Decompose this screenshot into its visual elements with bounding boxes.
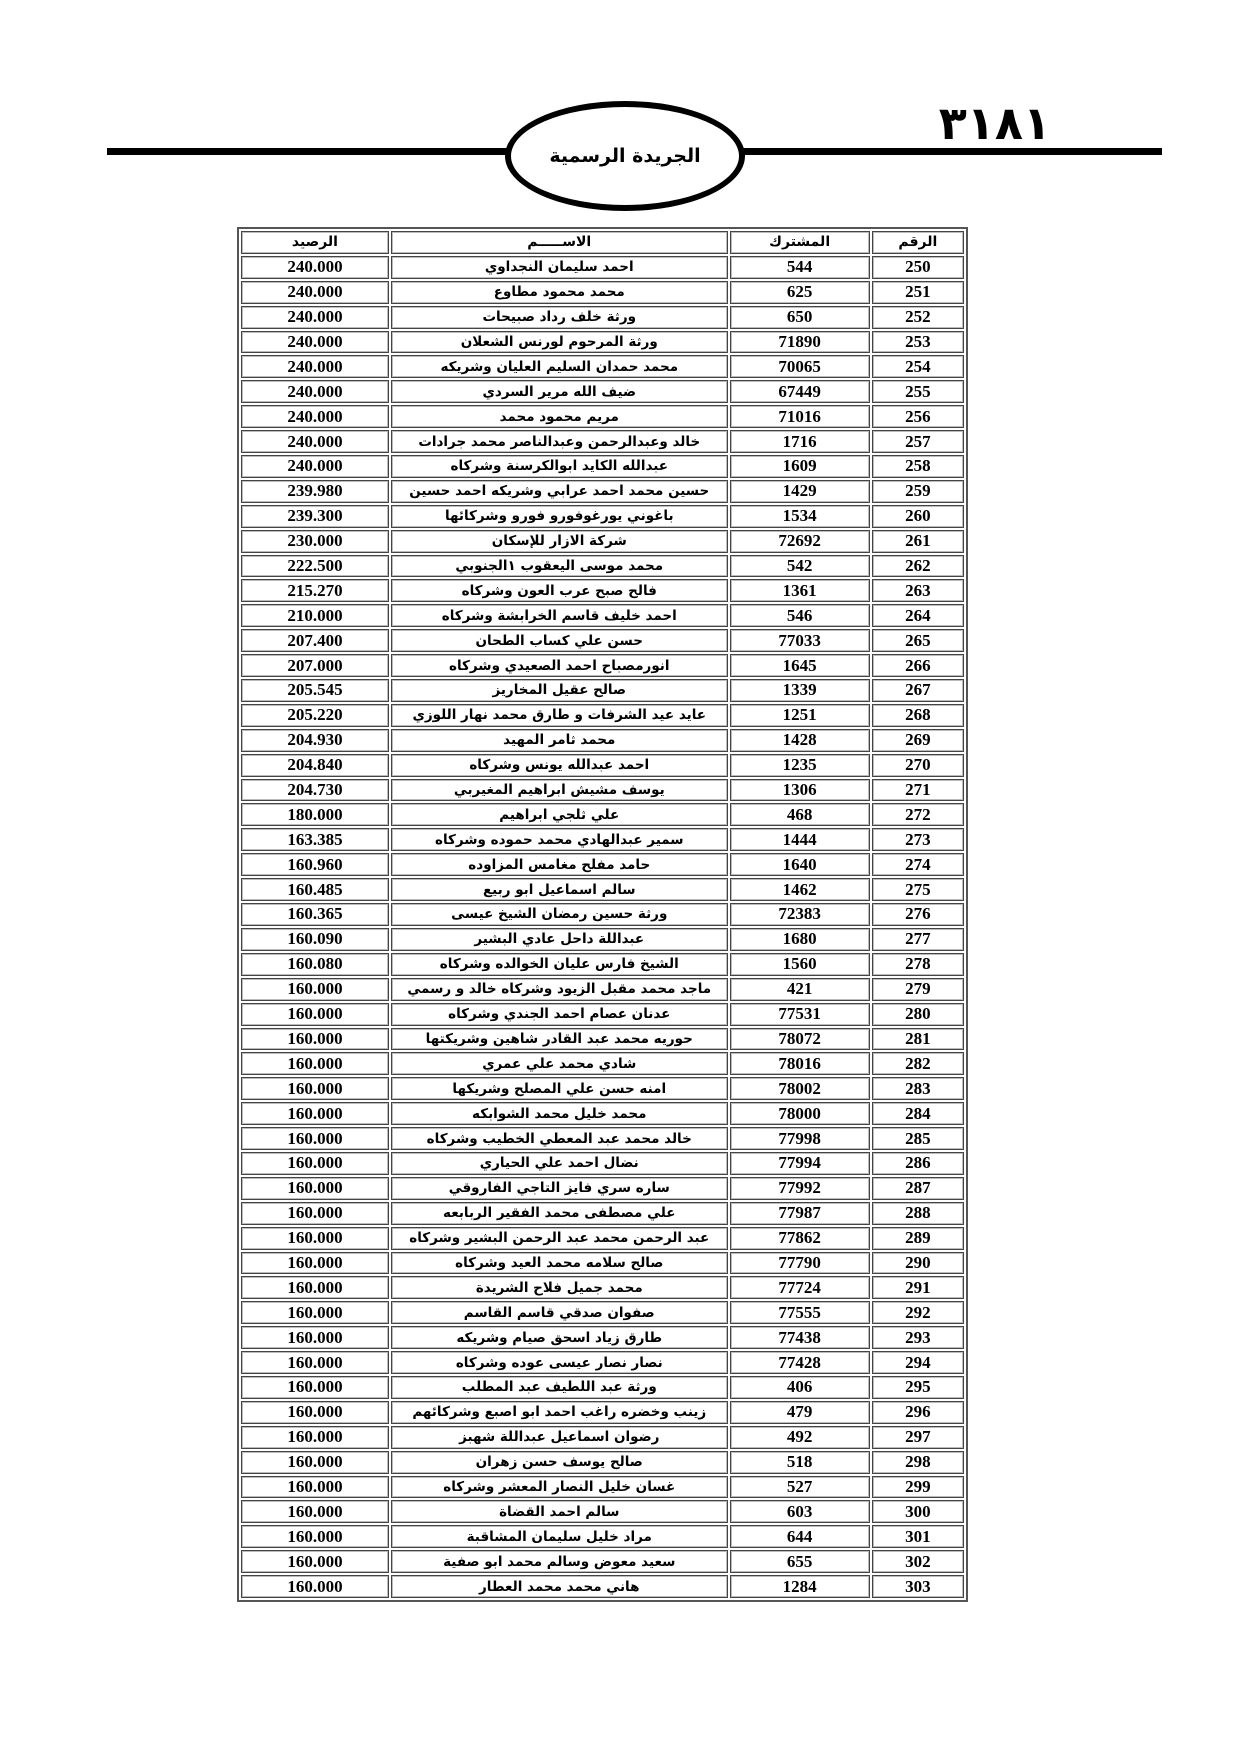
row-number: 269 — [872, 729, 964, 752]
balance: 160.000 — [241, 1177, 389, 1200]
row-number: 268 — [872, 704, 964, 727]
balance: 160.000 — [241, 1426, 389, 1449]
row-number: 277 — [872, 928, 964, 951]
table-row — [241, 1102, 964, 1125]
table-row — [241, 1351, 964, 1374]
row-number: 271 — [872, 779, 964, 802]
row-number: 284 — [872, 1102, 964, 1125]
gazette-title-ellipse — [505, 101, 745, 211]
subscriber-id: 1716 — [730, 430, 870, 453]
subscriber-name: حسين محمد احمد عرابي وشريكه احمد حسين — [391, 480, 728, 503]
table-row — [241, 1376, 964, 1399]
row-number: 295 — [872, 1376, 964, 1399]
subscriber-id: 1560 — [730, 953, 870, 976]
table-row — [241, 355, 964, 378]
subscriber-name: نصار نصار عيسى عوده وشركاه — [391, 1351, 728, 1374]
balance: 160.000 — [241, 1003, 389, 1026]
table-row — [241, 430, 964, 453]
row-number: 302 — [872, 1550, 964, 1573]
subscriber-id: 421 — [730, 978, 870, 1001]
subscriber-name: محمد موسى اليعقوب ١الجنوبي — [391, 555, 728, 578]
row-number: 265 — [872, 629, 964, 652]
table-row — [241, 853, 964, 876]
table-header-row — [241, 231, 964, 254]
table-row — [241, 1003, 964, 1026]
subscriber-id: 1428 — [730, 729, 870, 752]
row-number: 303 — [872, 1575, 964, 1598]
table-row — [241, 878, 964, 901]
subscriber-name: احمد سليمان النجداوي — [391, 256, 728, 279]
row-number: 286 — [872, 1152, 964, 1175]
table-row — [241, 729, 964, 752]
column-header-name: الاســـــم — [391, 231, 728, 254]
subscriber-id: 479 — [730, 1401, 870, 1424]
subscriber-name: حوريه محمد عبد القادر شاهين وشريكتها — [391, 1028, 728, 1051]
subscriber-name: امنه حسن علي المصلح وشريكها — [391, 1077, 728, 1100]
row-number: 281 — [872, 1028, 964, 1051]
row-number: 287 — [872, 1177, 964, 1200]
row-number: 300 — [872, 1500, 964, 1523]
row-number: 262 — [872, 555, 964, 578]
table-row — [241, 1451, 964, 1474]
table-row — [241, 1525, 964, 1548]
balance: 160.000 — [241, 1227, 389, 1250]
table-row — [241, 1202, 964, 1225]
subscriber-name: غسان خليل النصار المعشر وشركاه — [391, 1476, 728, 1499]
balance: 160.000 — [241, 1028, 389, 1051]
row-number: 285 — [872, 1127, 964, 1150]
balance: 207.400 — [241, 629, 389, 652]
balance: 207.000 — [241, 654, 389, 677]
subscriber-id: 650 — [730, 306, 870, 329]
subscriber-id: 77992 — [730, 1177, 870, 1200]
subscriber-id: 1361 — [730, 579, 870, 602]
table-row — [241, 1426, 964, 1449]
subscriber-id: 72383 — [730, 903, 870, 926]
subscriber-id: 625 — [730, 281, 870, 304]
subscriber-name: زينب وخضره راغب احمد ابو اصبع وشركائهم — [391, 1401, 728, 1424]
balance: 240.000 — [241, 256, 389, 279]
balance: 163.385 — [241, 828, 389, 851]
row-number: 282 — [872, 1052, 964, 1075]
table-row — [241, 1028, 964, 1051]
balance: 240.000 — [241, 355, 389, 378]
row-number: 253 — [872, 331, 964, 354]
balance: 160.000 — [241, 1376, 389, 1399]
table-row — [241, 306, 964, 329]
subscriber-id: 70065 — [730, 355, 870, 378]
subscriber-name: محمد محمود مطاوع — [391, 281, 728, 304]
subscriber-id: 544 — [730, 256, 870, 279]
subscriber-id: 78016 — [730, 1052, 870, 1075]
row-number: 283 — [872, 1077, 964, 1100]
subscriber-name: ورثة حسين رمضان الشيخ عيسى — [391, 903, 728, 926]
balance: 205.545 — [241, 679, 389, 702]
row-number: 289 — [872, 1227, 964, 1250]
subscriber-name: ورثة عبد اللطيف عبد المطلب — [391, 1376, 728, 1399]
balance: 204.840 — [241, 754, 389, 777]
subscriber-name: نضال احمد علي الحياري — [391, 1152, 728, 1175]
subscriber-name: علي مصطفى محمد الفقير الربابعه — [391, 1202, 728, 1225]
table-row — [241, 1152, 964, 1175]
table-row — [241, 1326, 964, 1349]
balance: 230.000 — [241, 530, 389, 553]
table-row — [241, 828, 964, 851]
row-number: 254 — [872, 355, 964, 378]
table-row — [241, 903, 964, 926]
subscriber-name: خالد وعبدالرحمن وعبدالناصر محمد جرادات — [391, 430, 728, 453]
balance: 222.500 — [241, 555, 389, 578]
subscriber-id: 1534 — [730, 505, 870, 528]
row-number: 294 — [872, 1351, 964, 1374]
balance: 160.000 — [241, 1575, 389, 1598]
row-number: 293 — [872, 1326, 964, 1349]
row-number: 301 — [872, 1525, 964, 1548]
subscriber-id: 1251 — [730, 704, 870, 727]
table-row — [241, 704, 964, 727]
table-row — [241, 1052, 964, 1075]
balance: 160.000 — [241, 1401, 389, 1424]
balance: 240.000 — [241, 430, 389, 453]
subscriber-name: ورثة خلف رداد صبيحات — [391, 306, 728, 329]
balance: 160.000 — [241, 1476, 389, 1499]
balance: 215.270 — [241, 579, 389, 602]
balance: 160.080 — [241, 953, 389, 976]
balance: 239.980 — [241, 480, 389, 503]
subscriber-id: 1645 — [730, 654, 870, 677]
subscriber-name: صالح يوسف حسن زهران — [391, 1451, 728, 1474]
subscriber-id: 603 — [730, 1500, 870, 1523]
row-number: 290 — [872, 1252, 964, 1275]
gazette-title: الجريدة الرسمية — [549, 145, 701, 167]
row-number: 266 — [872, 654, 964, 677]
subscriber-id: 78002 — [730, 1077, 870, 1100]
subscriber-id: 1640 — [730, 853, 870, 876]
row-number: 279 — [872, 978, 964, 1001]
row-number: 258 — [872, 455, 964, 478]
table-row — [241, 405, 964, 428]
subscriber-name: باغوني يورغوفورو فورو وشركائها — [391, 505, 728, 528]
balance: 160.090 — [241, 928, 389, 951]
subscriber-id: 78000 — [730, 1102, 870, 1125]
subscriber-id: 72692 — [730, 530, 870, 553]
subscriber-id: 67449 — [730, 380, 870, 403]
balance: 240.000 — [241, 455, 389, 478]
subscriber-id: 468 — [730, 803, 870, 826]
subscriber-name: شادي محمد علي عمري — [391, 1052, 728, 1075]
balance: 205.220 — [241, 704, 389, 727]
subscriber-id: 492 — [730, 1426, 870, 1449]
balance: 160.485 — [241, 878, 389, 901]
subscriber-id: 1429 — [730, 480, 870, 503]
balance: 239.300 — [241, 505, 389, 528]
table-row — [241, 505, 964, 528]
table-row — [241, 928, 964, 951]
table-row — [241, 978, 964, 1001]
subscriber-name: احمد عبدالله يونس وشركاه — [391, 754, 728, 777]
subscriber-id: 77438 — [730, 1326, 870, 1349]
balance: 160.000 — [241, 1451, 389, 1474]
table-row — [241, 455, 964, 478]
row-number: 296 — [872, 1401, 964, 1424]
table-row — [241, 1276, 964, 1299]
balance: 160.000 — [241, 1525, 389, 1548]
balance: 204.730 — [241, 779, 389, 802]
subscriber-id: 1306 — [730, 779, 870, 802]
balance: 160.000 — [241, 1550, 389, 1573]
row-number: 252 — [872, 306, 964, 329]
table-row — [241, 1575, 964, 1598]
subscriber-id: 77033 — [730, 629, 870, 652]
column-header-balance: الرصيد — [241, 231, 389, 254]
balance: 160.000 — [241, 1102, 389, 1125]
balance: 160.000 — [241, 1052, 389, 1075]
table-row — [241, 1550, 964, 1573]
table-row — [241, 779, 964, 802]
subscriber-id: 71016 — [730, 405, 870, 428]
subscriber-id: 1235 — [730, 754, 870, 777]
balance: 240.000 — [241, 306, 389, 329]
subscriber-id: 77994 — [730, 1152, 870, 1175]
subscriber-id: 546 — [730, 604, 870, 627]
subscriber-name: احمد خليف قاسم الخرابشة وشركاه — [391, 604, 728, 627]
subscriber-name: هاني محمد محمد العطار — [391, 1575, 728, 1598]
subscriber-name: ضيف الله مرير السردي — [391, 380, 728, 403]
subscriber-name: فالح صبح عرب العون وشركاه — [391, 579, 728, 602]
subscriber-id: 655 — [730, 1550, 870, 1573]
table-row — [241, 1476, 964, 1499]
row-number: 272 — [872, 803, 964, 826]
row-number: 273 — [872, 828, 964, 851]
table-body — [241, 256, 964, 1598]
balance: 160.000 — [241, 1127, 389, 1150]
balance: 160.000 — [241, 1326, 389, 1349]
subscriber-name: سعيد معوض وسالم محمد ابو صفية — [391, 1550, 728, 1573]
subscriber-name: محمد جميل فلاح الشريدة — [391, 1276, 728, 1299]
row-number: 251 — [872, 281, 964, 304]
balance: 160.000 — [241, 1351, 389, 1374]
balance: 160.960 — [241, 853, 389, 876]
subscribers-table — [237, 227, 968, 1602]
row-number: 274 — [872, 853, 964, 876]
subscriber-id: 542 — [730, 555, 870, 578]
subscriber-name: الشيخ فارس عليان الخوالده وشركاه — [391, 953, 728, 976]
subscriber-name: مراد خليل سليمان المشاقبة — [391, 1525, 728, 1548]
subscriber-id: 77987 — [730, 1202, 870, 1225]
balance: 160.000 — [241, 1301, 389, 1324]
page-number: ٣١٨١ — [938, 96, 1051, 150]
subscriber-id: 77998 — [730, 1127, 870, 1150]
table-row — [241, 1401, 964, 1424]
subscriber-id: 1609 — [730, 455, 870, 478]
subscriber-name: عبداللة داحل عادي البشير — [391, 928, 728, 951]
table-row — [241, 654, 964, 677]
row-number: 264 — [872, 604, 964, 627]
table-row — [241, 1227, 964, 1250]
balance: 160.365 — [241, 903, 389, 926]
row-number: 270 — [872, 754, 964, 777]
subscriber-name: سمير عبدالهادي محمد حموده وشركاه — [391, 828, 728, 851]
balance: 160.000 — [241, 1252, 389, 1275]
subscriber-id: 77555 — [730, 1301, 870, 1324]
subscriber-id: 78072 — [730, 1028, 870, 1051]
balance: 160.000 — [241, 978, 389, 1001]
table-row — [241, 579, 964, 602]
row-number: 263 — [872, 579, 964, 602]
table-row — [241, 480, 964, 503]
subscriber-id: 71890 — [730, 331, 870, 354]
row-number: 288 — [872, 1202, 964, 1225]
subscriber-name: انورمصباح احمد الصعيدي وشركاه — [391, 654, 728, 677]
subscriber-name: محمد ثامر المهيد — [391, 729, 728, 752]
table-row — [241, 530, 964, 553]
row-number: 259 — [872, 480, 964, 503]
row-number: 275 — [872, 878, 964, 901]
subscriber-name: ورثة المرحوم لورنس الشعلان — [391, 331, 728, 354]
table-row — [241, 679, 964, 702]
row-number: 297 — [872, 1426, 964, 1449]
table-row — [241, 1301, 964, 1324]
subscriber-name: عبدالله الكايد ابوالكرسنة وشركاه — [391, 455, 728, 478]
row-number: 260 — [872, 505, 964, 528]
subscriber-id: 77862 — [730, 1227, 870, 1250]
row-number: 255 — [872, 380, 964, 403]
subscriber-name: طارق زياد اسحق صيام وشريكه — [391, 1326, 728, 1349]
subscriber-name: صالح سلامه محمد العيد وشركاه — [391, 1252, 728, 1275]
subscriber-name: رضوان اسماعيل عبداللة شهبز — [391, 1426, 728, 1449]
balance: 240.000 — [241, 380, 389, 403]
subscriber-id: 1339 — [730, 679, 870, 702]
subscriber-id: 77724 — [730, 1276, 870, 1299]
table-row — [241, 1500, 964, 1523]
subscriber-name: صالح عقيل المخاريز — [391, 679, 728, 702]
subscriber-id: 406 — [730, 1376, 870, 1399]
subscriber-name: ماجد محمد مقبل الزيود وشركاه خالد و رسمي — [391, 978, 728, 1001]
balance: 240.000 — [241, 331, 389, 354]
row-number: 256 — [872, 405, 964, 428]
table-row — [241, 953, 964, 976]
balance: 160.000 — [241, 1500, 389, 1523]
subscriber-name: سالم اسماعيل ابو ربيع — [391, 878, 728, 901]
subscriber-id: 77790 — [730, 1252, 870, 1275]
balance: 160.000 — [241, 1202, 389, 1225]
table-row — [241, 555, 964, 578]
row-number: 291 — [872, 1276, 964, 1299]
table-row — [241, 1077, 964, 1100]
subscriber-id: 1462 — [730, 878, 870, 901]
subscriber-name: ساره سري فايز التاجي الفاروقي — [391, 1177, 728, 1200]
subscriber-name: حامد مفلح مغامس المزاوده — [391, 853, 728, 876]
subscriber-name: شركة الازار للإسكان — [391, 530, 728, 553]
row-number: 250 — [872, 256, 964, 279]
subscriber-name: عدنان عصام احمد الجندي وشركاه — [391, 1003, 728, 1026]
row-number: 276 — [872, 903, 964, 926]
balance: 240.000 — [241, 405, 389, 428]
table-row — [241, 1127, 964, 1150]
column-header-subscriber: المشترك — [730, 231, 870, 254]
table-row — [241, 803, 964, 826]
balance: 180.000 — [241, 803, 389, 826]
table-row — [241, 1177, 964, 1200]
subscriber-id: 1444 — [730, 828, 870, 851]
row-number: 292 — [872, 1301, 964, 1324]
subscriber-name: محمد حمدان السليم العليان وشريكه — [391, 355, 728, 378]
subscriber-id: 527 — [730, 1476, 870, 1499]
subscriber-id: 1680 — [730, 928, 870, 951]
subscriber-name: محمد خليل محمد الشوابكه — [391, 1102, 728, 1125]
row-number: 280 — [872, 1003, 964, 1026]
subscriber-name: حسن علي كساب الطحان — [391, 629, 728, 652]
row-number: 278 — [872, 953, 964, 976]
subscriber-name: صفوان صدقي قاسم القاسم — [391, 1301, 728, 1324]
balance: 160.000 — [241, 1152, 389, 1175]
column-header-number: الرقم — [872, 231, 964, 254]
balance: 240.000 — [241, 281, 389, 304]
balance: 160.000 — [241, 1276, 389, 1299]
subscriber-name: خالد محمد عبد المعطي الخطيب وشركاه — [391, 1127, 728, 1150]
table-row — [241, 604, 964, 627]
row-number: 298 — [872, 1451, 964, 1474]
subscriber-id: 77531 — [730, 1003, 870, 1026]
row-number: 267 — [872, 679, 964, 702]
subscriber-name: عبد الرحمن محمد عبد الرحمن البشير وشركاه — [391, 1227, 728, 1250]
table-row — [241, 629, 964, 652]
subscriber-name: سالم احمد القضاة — [391, 1500, 728, 1523]
subscriber-name: علي ثلجي ابراهيم — [391, 803, 728, 826]
subscriber-id: 644 — [730, 1525, 870, 1548]
subscriber-name: عايد عيد الشرفات و طارق محمد نهار اللوزي — [391, 704, 728, 727]
table-row — [241, 1252, 964, 1275]
table-row — [241, 754, 964, 777]
row-number: 257 — [872, 430, 964, 453]
row-number: 299 — [872, 1476, 964, 1499]
table-row — [241, 256, 964, 279]
subscriber-name: يوسف مشيش ابراهيم المغيربي — [391, 779, 728, 802]
table-row — [241, 380, 964, 403]
row-number: 261 — [872, 530, 964, 553]
balance: 210.000 — [241, 604, 389, 627]
subscriber-id: 518 — [730, 1451, 870, 1474]
subscriber-id: 1284 — [730, 1575, 870, 1598]
subscriber-name: مريم محمود محمد — [391, 405, 728, 428]
balance: 204.930 — [241, 729, 389, 752]
balance: 160.000 — [241, 1077, 389, 1100]
table-row — [241, 331, 964, 354]
subscriber-id: 77428 — [730, 1351, 870, 1374]
table-row — [241, 281, 964, 304]
